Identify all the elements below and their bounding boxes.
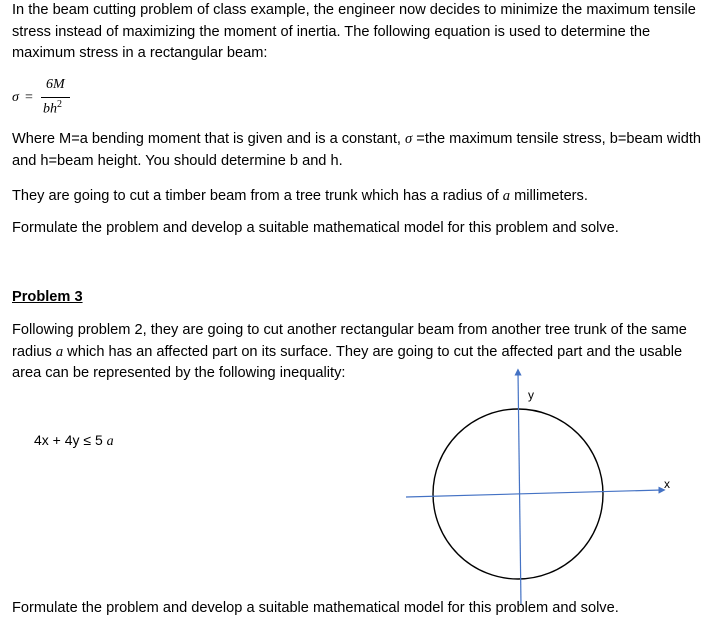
intro-paragraph: In the beam cutting problem of class example, the engineer now decides to minimize the maximum tensile stress instead of maximizing the moment of inertia. The following equation is used to determine the maximum stress in a rectangular beam:: [12, 2, 696, 61]
y-axis-label: y: [528, 388, 534, 402]
equals-sign: =: [25, 90, 33, 105]
radius-variable: a: [502, 188, 511, 204]
trunk-paragraph: They are going to cut a timber beam from a tree trunk which has a radius of a millimeters.: [12, 188, 588, 204]
radius-variable-2: a: [55, 343, 64, 360]
x-axis-label: x: [664, 477, 670, 491]
sigma-symbol: σ: [12, 90, 19, 105]
sigma-inline: σ: [405, 131, 413, 147]
definitions-paragraph: Where M=a bending moment that is given and is a constant, σ =the maximum tensile stress, b=beam width and h=beam height. You should determine b and h.: [12, 131, 702, 169]
problem-3-paragraph: Following problem 2, they are going to cut another rectangular beam from another tree trunk of the same radius a which has an affected part on its surface. They are going to cut the affected part and the usable area can be represented by the following inequality:: [12, 322, 687, 381]
equation-denominator: $bh^2$: [43, 99, 62, 117]
y-axis: [518, 372, 521, 605]
formulate-paragraph-2: Formulate the problem and develop a suitable mathematical model for this problem and solve.: [12, 600, 619, 616]
problem-3-heading: Problem 3: [12, 289, 83, 305]
x-axis: [406, 490, 662, 497]
inequality: 4x + 4y ≤ 5 a: [34, 432, 114, 449]
equation-numerator: 6M: [46, 77, 65, 92]
formulate-paragraph-1: Formulate the problem and develop a suitable mathematical model for this problem and solve.: [12, 220, 619, 236]
